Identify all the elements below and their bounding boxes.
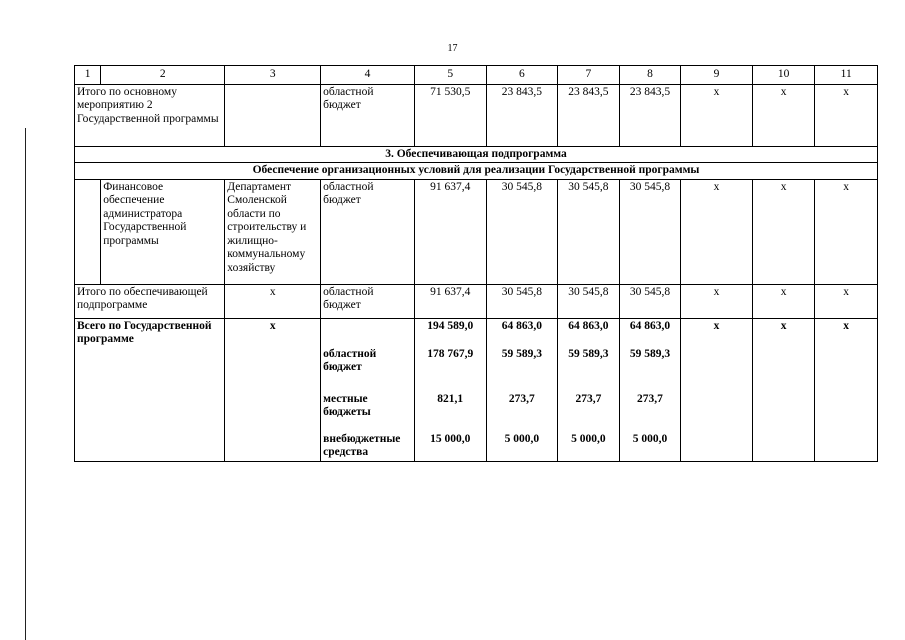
value-entry: 59 589,3 xyxy=(501,347,542,360)
funding-source-cell: областной бюджет xyxy=(321,284,415,318)
mark-cell: х xyxy=(681,318,753,461)
subsection-title: Обеспечение организационных условий для реализации Государственной программы xyxy=(75,163,878,180)
page-number: 17 xyxy=(447,43,458,54)
value-cell: 30 545,8 xyxy=(558,284,620,318)
value-cell: 71 530,5 xyxy=(414,84,486,146)
funding-source-cell: областной бюджет xyxy=(321,84,415,146)
left-margin-line xyxy=(25,128,26,640)
value-entry: 64 863,0 xyxy=(629,319,671,332)
funding-source-entry: местные бюджеты xyxy=(323,392,371,418)
row-label: Всего по Государственной программе xyxy=(75,318,225,461)
mark-cell: х xyxy=(815,179,878,284)
value-entry: 178 767,9 xyxy=(427,347,474,360)
value-entry: 273,7 xyxy=(575,392,602,405)
main-event-total-row xyxy=(75,84,878,146)
value-cell: 30 545,8 xyxy=(486,179,558,284)
value-cell: 91 637,4 xyxy=(414,284,486,318)
value-cell: 91 637,4 xyxy=(414,179,486,284)
value-cell: 30 545,8 xyxy=(619,179,681,284)
value-cell xyxy=(414,318,486,461)
value-cell: 30 545,8 xyxy=(619,284,681,318)
value-entry: 194 589,0 xyxy=(427,319,474,332)
value-cell: 23 843,5 xyxy=(619,84,681,146)
value-cell xyxy=(619,318,681,461)
row-number-cell xyxy=(75,179,101,284)
value-cell xyxy=(558,318,620,461)
mark-cell: х xyxy=(681,179,753,284)
column-number: 10 xyxy=(752,66,815,85)
funding-source-entry xyxy=(323,320,412,348)
column-number-row xyxy=(75,66,878,85)
mark-cell: х xyxy=(815,318,878,461)
funding-source-entry: внебюджетные средства xyxy=(323,432,401,458)
value-entry: 5 000,0 xyxy=(571,432,606,445)
subsection-title-row xyxy=(75,163,878,180)
funding-source-entry: областной бюджет xyxy=(323,347,377,373)
row-name: Финансовое обеспечение администратора Государственной программы xyxy=(101,179,225,284)
grand-total-row xyxy=(75,318,878,461)
financial-support-row xyxy=(75,179,878,284)
column-number: 2 xyxy=(101,66,225,85)
value-entry: 59 589,3 xyxy=(568,347,609,360)
value-cell: 23 843,5 xyxy=(558,84,620,146)
section-title-row xyxy=(75,146,878,163)
mark-cell: х xyxy=(815,284,878,318)
executor-cell: Департамент Смоленской области по строительству и жилищно-коммунальному хозяйству xyxy=(225,179,321,284)
executor-cell xyxy=(225,84,321,146)
column-number: 7 xyxy=(558,66,620,85)
section-title: 3. Обеспечивающая подпрограмма xyxy=(75,146,878,163)
value-entry: 64 863,0 xyxy=(568,319,609,332)
column-number: 4 xyxy=(321,66,415,85)
column-number: 1 xyxy=(75,66,101,85)
value-entry: 273,7 xyxy=(637,392,663,405)
mark-cell: х xyxy=(681,84,753,146)
column-number: 6 xyxy=(486,66,558,85)
budget-table xyxy=(74,65,878,462)
row-label: Итого по обеспечивающей подпрограмме xyxy=(75,284,225,318)
executor-cell: х xyxy=(225,284,321,318)
funding-source-cell: областной бюджет xyxy=(321,179,415,284)
subprogram-total-row xyxy=(75,284,878,318)
executor-cell: х xyxy=(225,318,321,461)
mark-cell: х xyxy=(752,284,815,318)
value-entry: 821,1 xyxy=(437,392,464,405)
column-number: 9 xyxy=(681,66,753,85)
mark-cell: х xyxy=(681,284,753,318)
value-entry: 15 000,0 xyxy=(430,432,471,445)
value-cell xyxy=(486,318,558,461)
mark-cell: х xyxy=(752,318,815,461)
mark-cell: х xyxy=(752,84,815,146)
value-entry: 273,7 xyxy=(508,392,535,405)
mark-cell: х xyxy=(815,84,878,146)
value-entry: 5 000,0 xyxy=(504,432,540,445)
row-label: Итого по основному мероприятию 2 Государственной программы xyxy=(75,84,225,146)
value-entry: 59 589,3 xyxy=(629,347,671,360)
value-entry: 64 863,0 xyxy=(501,319,542,332)
funding-source-cell xyxy=(321,318,415,461)
value-entry: 5 000,0 xyxy=(632,432,668,445)
mark-cell: х xyxy=(752,179,815,284)
value-cell: 30 545,8 xyxy=(486,284,558,318)
value-cell: 23 843,5 xyxy=(486,84,558,146)
column-number: 5 xyxy=(414,66,486,85)
value-cell: 30 545,8 xyxy=(558,179,620,284)
column-number: 8 xyxy=(619,66,681,85)
column-number: 3 xyxy=(225,66,321,85)
column-number: 11 xyxy=(815,66,878,85)
